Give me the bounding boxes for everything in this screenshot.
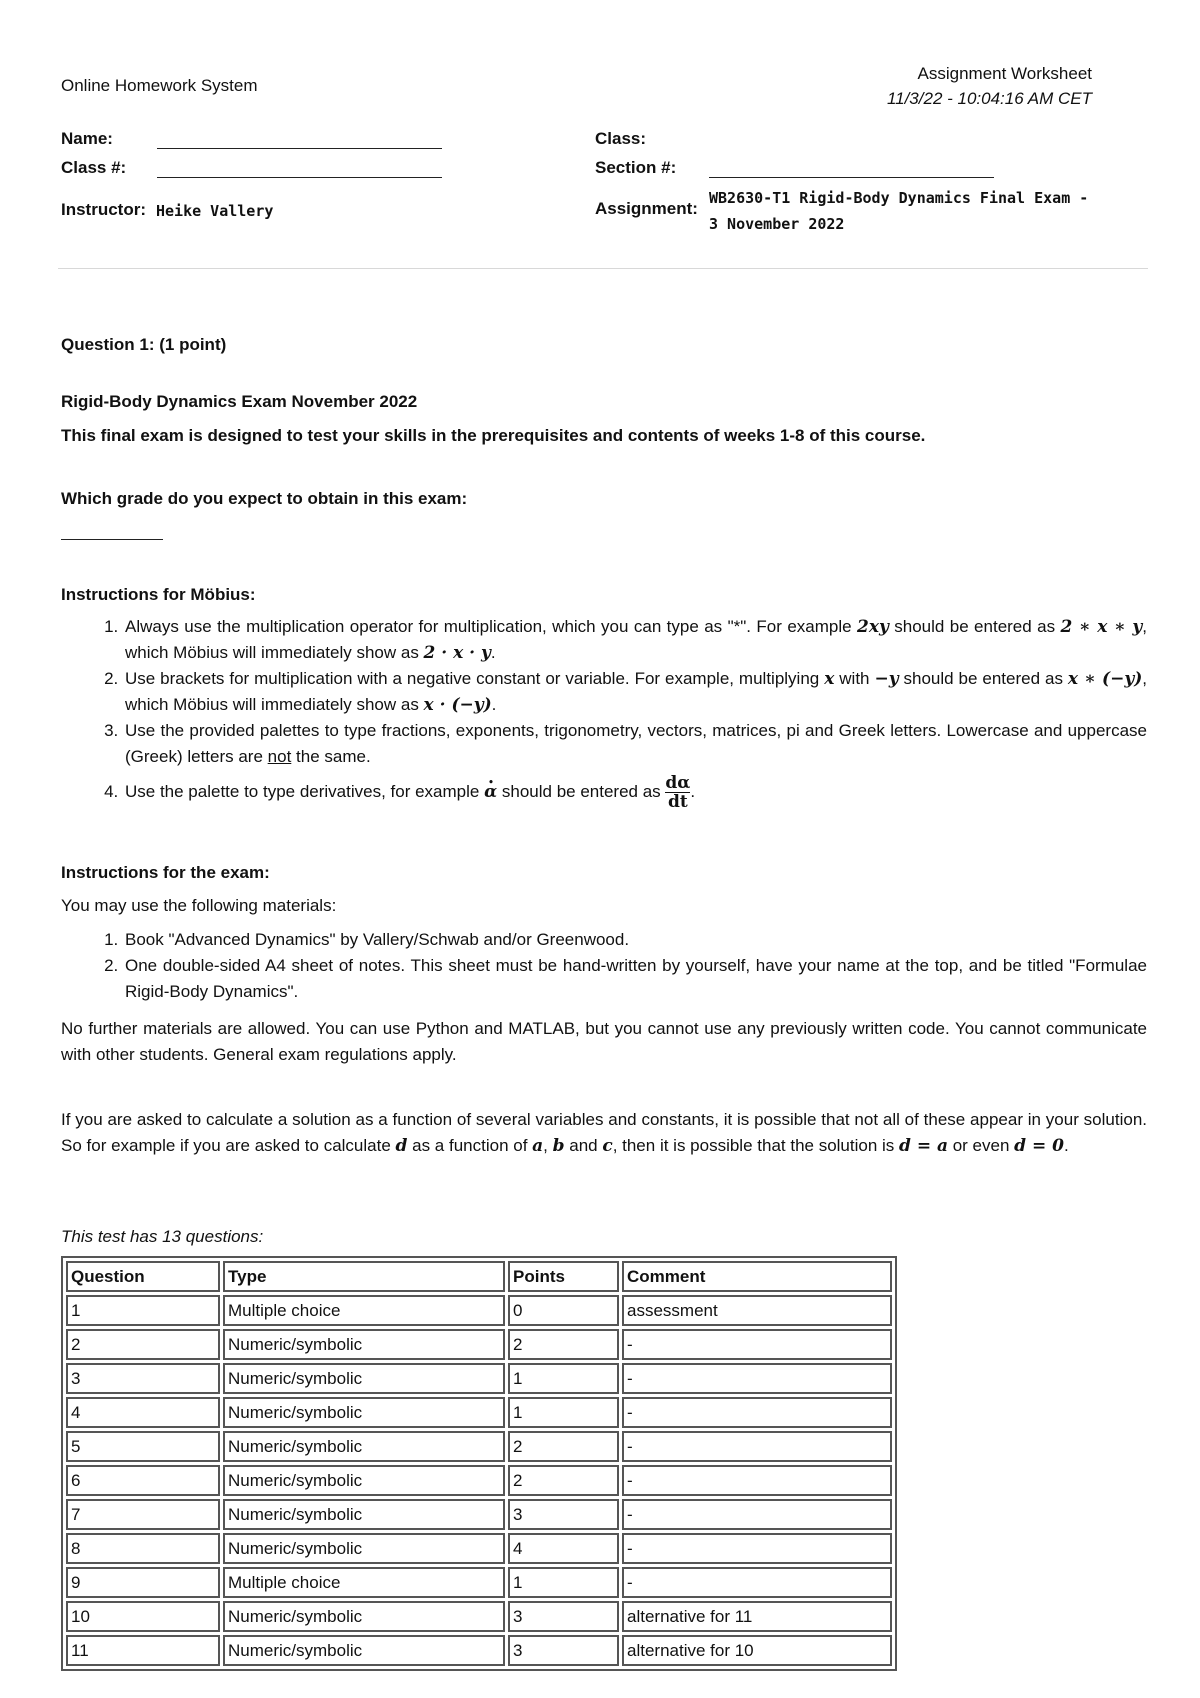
table-cell: - — [622, 1329, 892, 1360]
table-cell: Numeric/symbolic — [223, 1329, 505, 1360]
table-cell: alternative for 11 — [622, 1601, 892, 1632]
table-cell: Numeric/symbolic — [223, 1533, 505, 1564]
mobius-instruction-3: 3. Use the provided palettes to type fractions, exponents, trigonometry, vectors, matrices, pi and Greek letters. Lowercase and uppercase (Greek) letters are not the same. — [123, 718, 1147, 770]
table-cell: - — [622, 1499, 892, 1530]
header-divider — [58, 268, 1148, 269]
table-row — [66, 1499, 892, 1530]
table-cell: - — [622, 1363, 892, 1394]
class-number-label: Class #: — [61, 158, 127, 177]
table-row — [66, 1329, 892, 1360]
table-cell: 1 — [508, 1567, 619, 1598]
table-cell: Numeric/symbolic — [223, 1499, 505, 1530]
table-cell: 0 — [508, 1295, 619, 1326]
class-number-field[interactable] — [157, 177, 442, 178]
table-cell: 2 — [66, 1329, 220, 1360]
table-cell: 3 — [508, 1499, 619, 1530]
table-cell: 6 — [66, 1465, 220, 1496]
table-body — [66, 1295, 892, 1666]
material-1: 1. Book "Advanced Dynamics" by Vallery/Schwab and/or Greenwood. — [123, 927, 1147, 953]
class-label: Class: — [595, 129, 647, 148]
table-cell: Numeric/symbolic — [223, 1601, 505, 1632]
assignment-line-1: WB2630-T1 Rigid-Body Dynamics Final Exam - — [709, 189, 1089, 207]
table-cell: 8 — [66, 1533, 220, 1564]
table-cell: 10 — [66, 1601, 220, 1632]
table-header-cell: Type — [223, 1261, 505, 1292]
calculation-note: If you are asked to calculate a solution as a function of several variables and constants, it is possible that not all of these appear in your solution. So for example if you are asked to calculate d as a function of a, b and c, then it is possible that the solution is d = a or even d = 0. — [61, 1110, 1147, 1156]
assignment-line-2: 3 November 2022 — [709, 215, 845, 233]
table-row — [66, 1533, 892, 1564]
table-cell: 9 — [66, 1567, 220, 1598]
table-row — [66, 1567, 892, 1598]
exam-title: Rigid-Body Dynamics Exam November 2022 — [61, 392, 418, 411]
exam-instructions-heading: Instructions for the exam: — [61, 863, 270, 882]
section-field[interactable] — [709, 177, 994, 178]
table-header-row — [66, 1261, 892, 1292]
table-row — [66, 1363, 892, 1394]
table-cell: 1 — [66, 1295, 220, 1326]
table-cell: - — [622, 1431, 892, 1462]
table-row — [66, 1431, 892, 1462]
table-cell: 7 — [66, 1499, 220, 1530]
table-row — [66, 1601, 892, 1632]
table-cell: Multiple choice — [223, 1567, 505, 1598]
table-cell: 3 — [508, 1635, 619, 1666]
materials-list — [61, 927, 1147, 1005]
table-cell: Numeric/symbolic — [223, 1363, 505, 1394]
table-header-cell: Question — [66, 1261, 220, 1292]
table-cell: 11 — [66, 1635, 220, 1666]
worksheet-datetime: 11/3/22 - 10:04:16 AM CET — [886, 89, 1092, 108]
table-cell: assessment — [622, 1295, 892, 1326]
table-caption: This test has 13 questions: — [61, 1227, 264, 1246]
mobius-heading: Instructions for Möbius: — [61, 585, 256, 604]
table-row — [66, 1635, 892, 1666]
table-cell: 2 — [508, 1465, 619, 1496]
table-cell: Numeric/symbolic — [223, 1635, 505, 1666]
questions-table — [61, 1256, 897, 1671]
table-cell: - — [622, 1567, 892, 1598]
instructor-value: Heike Vallery — [156, 202, 274, 220]
system-name: Online Homework System — [61, 76, 258, 95]
grade-prompt: Which grade do you expect to obtain in this exam: — [61, 489, 468, 508]
no-further-materials: No further materials are allowed. You can use Python and MATLAB, but you cannot use any previously written code. You cannot communicate with other students. General exam regulations apply. — [61, 1019, 1147, 1064]
table-cell: 1 — [508, 1363, 619, 1394]
mobius-instruction-2: 2. Use brackets for multiplication with a negative constant or variable. For example, multiplying x with −y should be entered as x ∗ (−y), which Möbius will immediately show as x · (−y). — [123, 666, 1147, 718]
instructor-label: Instructor: — [61, 200, 146, 219]
table-cell: 1 — [508, 1397, 619, 1428]
table-cell: - — [622, 1397, 892, 1428]
table-cell: Multiple choice — [223, 1295, 505, 1326]
table-row — [66, 1465, 892, 1496]
table-row — [66, 1295, 892, 1326]
table-cell: Numeric/symbolic — [223, 1465, 505, 1496]
section-label: Section #: — [595, 158, 677, 177]
table-cell: 2 — [508, 1431, 619, 1462]
exam-intro: This final exam is designed to test your skills in the prerequisites and contents of weeks 1-8 of this course. — [61, 426, 926, 445]
mobius-instruction-1: 1. Always use the multiplication operator for multiplication, which you can type as "*". For example 2xy should be entered as 2 ∗ x ∗ y, which Möbius will immediately show as 2 · x · y. — [123, 614, 1147, 666]
table-cell: 3 — [66, 1363, 220, 1394]
table-cell: 4 — [508, 1533, 619, 1564]
table-cell: 3 — [508, 1601, 619, 1632]
table-cell: 5 — [66, 1431, 220, 1462]
table-header-cell: Comment — [622, 1261, 892, 1292]
table-cell: - — [622, 1465, 892, 1496]
mobius-instructions — [61, 614, 1147, 811]
table-cell: Numeric/symbolic — [223, 1431, 505, 1462]
worksheet-title: Assignment Worksheet — [917, 64, 1092, 83]
question-heading: Question 1: (1 point) — [61, 335, 227, 354]
table-cell: 4 — [66, 1397, 220, 1428]
name-label: Name: — [61, 129, 113, 148]
grade-answer-field[interactable] — [61, 539, 163, 540]
table-cell: - — [622, 1533, 892, 1564]
mobius-instruction-4: 4. Use the palette to type derivatives, for example • α should be entered as $\frac{d\alpha}{dt}$ . — [123, 774, 1147, 811]
table-row — [66, 1397, 892, 1428]
name-field[interactable] — [157, 148, 442, 149]
table-cell: Numeric/symbolic — [223, 1397, 505, 1428]
table-cell: 2 — [508, 1329, 619, 1360]
assignment-label: Assignment: — [595, 199, 698, 218]
questions-table-wrap — [61, 1256, 897, 1671]
material-2: 2. One double-sided A4 sheet of notes. This sheet must be hand-written by yourself, have your name at the top, and be titled "Formulae Rigid-Body Dynamics". — [123, 953, 1147, 1005]
table-header-cell: Points — [508, 1261, 619, 1292]
table-cell: alternative for 10 — [622, 1635, 892, 1666]
materials-intro: You may use the following materials: — [61, 896, 337, 915]
